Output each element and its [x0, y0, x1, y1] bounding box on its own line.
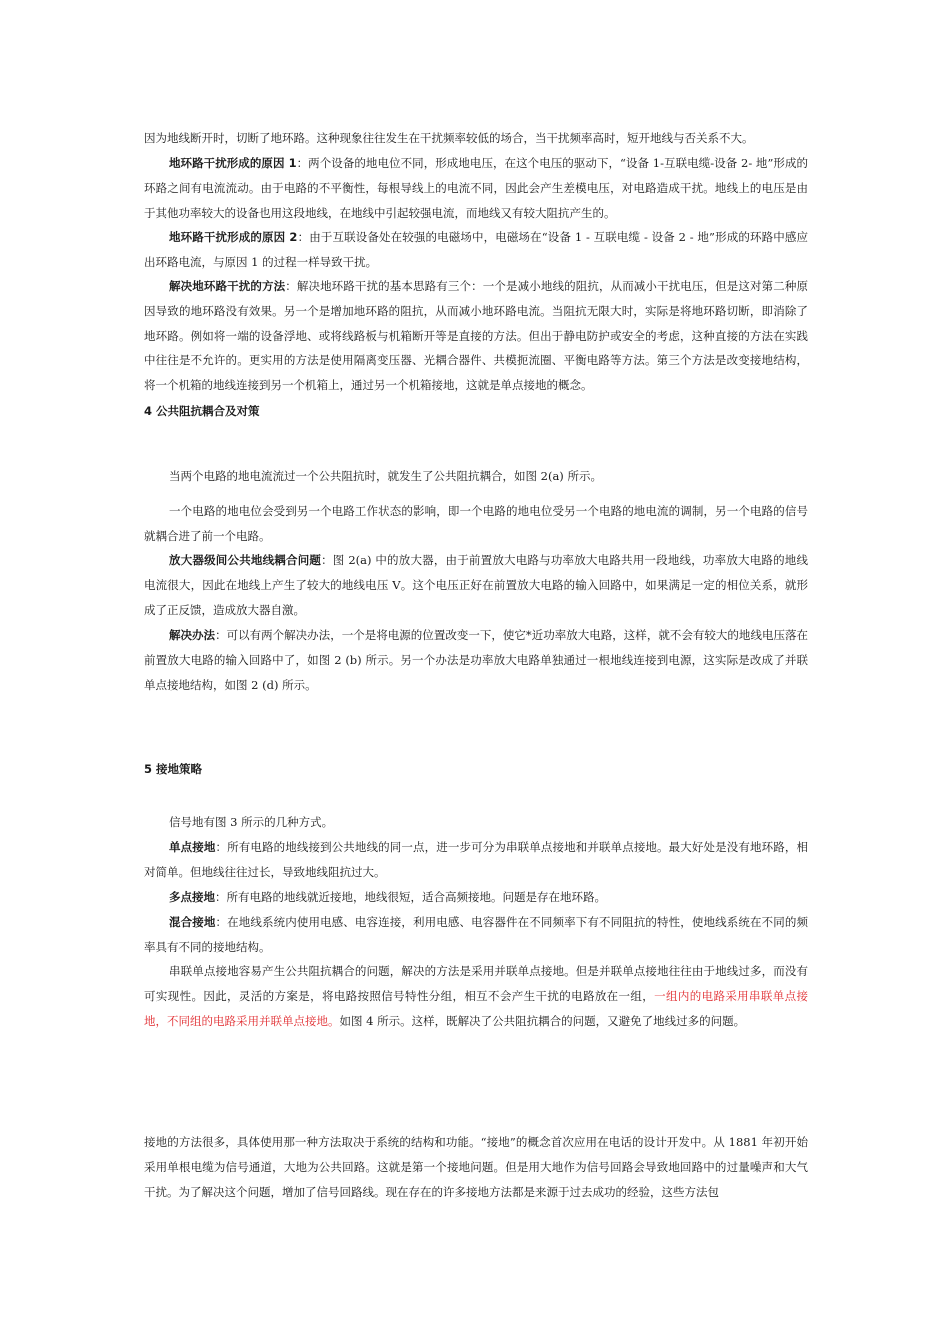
multi-label: 多点接地 [169, 890, 215, 904]
cause-1-text: ：两个设备的地电位不同，形成地电压，在这个电压的驱动下，“设备 1-互联电缆-设备 2- 地”形成的环路之间有电流流动。由于电路的不平衡性，每根导线上的电流不同，因此会产生差模电压，对电路造成干扰。地线上的电压是由于其他功率较大的设备也用这段地线，在地线中引起较强电流，而地线又有较大阻抗产生的。 [144, 156, 808, 220]
fix-text: ：可以有两个解决办法，一个是将电源的位置改变一下，使它*近功率放大电路，这样，就不会有较大的地线电压落在前置放大电路的输入回路中了，如图 2 (b) 所示。另一个办法是功率放大电路单独通过一根地线连接到电源，这实际是改成了并联单点接地结构，如图 2 (d) 所示。 [144, 628, 809, 692]
paragraph-fix [144, 623, 808, 697]
paragraph-signal-ground: 信号地有图 3 所示的几种方式。 [169, 815, 334, 829]
mixed-text: ：在地线系统内使用电感、电容连接，利用电感、电容器件在不同频率下有不同阻抗的特性，使地线系统在不同的频率具有不同的接地结构。 [144, 915, 808, 954]
solution-label: 解决地环路干扰的方法 [169, 279, 286, 293]
paragraph-ground-loop-cause-1 [144, 151, 808, 225]
series-text-b: 如图 4 所示。这样，既解决了公共阻抗耦合的问题，又避免了地线过多的问题。 [339, 1013, 746, 1028]
paragraph-mixed [144, 910, 808, 960]
paragraph-series-single-point [144, 959, 808, 1033]
cause-2-label: 地环路干扰形成的原因 2 [169, 230, 298, 244]
multi-text: ：所有电路的地线就近接地，地线很短，适合高频接地。问题是存在地环路。 [215, 890, 606, 904]
paragraph-common-impedance-2: 一个电路的地电位会受到另一个电路工作状态的影响，即一个电路的地电位受另一个电路的地电流的调制，另一个电路的信号就耦合进了前一个电路。 [144, 504, 808, 543]
solution-text: ：解决地环路干扰的基本思路有三个：一个是减小地线的阻抗，从而减小干扰电压，但是这对第二种原因导致的地环路没有效果。另一个是增加地环路的阻抗，从而减小地环路电流。当阻抗无限大时，实际是将地环路切断，即消除了地环路。例如将一端的设备浮地、或将线路板与机箱断开等是直接的方法。但出于静电防护或安全的考虑，这种直接的方法在实践中往往是不允许的。更实用的方法是使用隔离变压器、光耦合器件、共模扼流圈、平衡电路等方法。第三个方法是改变接地结构，将一个机箱的地线连接到另一个机箱上，通过另一个机箱接地，这就是单点接地的概念。 [144, 279, 808, 393]
series-text-a: 串联单点接地容易产生公共阻抗耦合的问题，解决的方法是采用并联单点接地。但是并联单点接地往往由于地线过多，而没有可实现性。因此，灵活的方案是，将电路按照信号特性分组，相互不会产生干扰的电路放在一组， [144, 964, 808, 1003]
single-text: ：所有电路的地线接到公共地线的同一点，进一步可分为串联单点接地和并联单点接地。最大好处是没有地环路，相对简单。但地线往往过长，导致地线阻抗过大。 [144, 840, 808, 879]
paragraph-grounding-history: 接地的方法很多，具体使用那一种方法取决于系统的结构和功能。“接地”的概念首次应用在电话的设计开发中。从 1881 年初开始采用单根电缆为信号通道，大地为公共回路。这就是第一个接地问题。但是用大地作为信号回路会导致地回路中的过量噪声和大气干扰。为了解决这个问题，增加了信号回路线。现在存在的许多接地方法都是来源于过去成功的经验，这些方法包 [144, 1135, 808, 1199]
mixed-label: 混合接地 [169, 915, 216, 929]
cause-2-text: ：由于互联设备处在较强的电磁场中，电磁场在“设备 1 - 互联电缆 - 设备 2 - 地”形成的环路中感应出环路电流，与原因 1 的过程一样导致干扰。 [144, 230, 808, 269]
amp-label: 放大器级间公共地线耦合问题 [169, 553, 322, 567]
fix-label: 解决办法 [169, 628, 216, 642]
paragraph-intro-tail: 因为地线断开时，切断了地环路。这种现象往往发生在干扰频率较低的场合，当干扰频率高时，短开地线与否关系不大。 [144, 131, 754, 145]
paragraph-multi-point [144, 885, 808, 910]
paragraph-ground-loop-cause-2 [144, 225, 808, 275]
section-heading-5: 5 接地策略 [144, 762, 203, 776]
paragraph-single-point [144, 835, 808, 885]
series-text-highlight: 一组内的电路采用串联单点接地，不同组的电路采用并联单点接地。 [144, 988, 809, 1028]
single-label: 单点接地 [169, 840, 216, 854]
paragraph-amplifier-coupling [144, 548, 808, 622]
section-heading-4: 4 公共阻抗耦合及对策 [144, 404, 260, 418]
paragraph-ground-loop-solution [144, 274, 808, 398]
amp-text: ：图 2(a) 中的放大器，由于前置放大电路与功率放大电路共用一段地线，功率放大电路的地线电流很大，因此在地线上产生了较大的地线电压 V。这个电压正好在前置放大电路的输入回路中，如果满足一定的相位关系，就形成了正反馈，造成放大器自激。 [144, 553, 809, 617]
paragraph-common-impedance-1: 当两个电路的地电流流过一个公共阻抗时，就发生了公共阻抗耦合，如图 2(a) 所示。 [169, 469, 602, 483]
cause-1-label: 地环路干扰形成的原因 1 [169, 156, 297, 170]
